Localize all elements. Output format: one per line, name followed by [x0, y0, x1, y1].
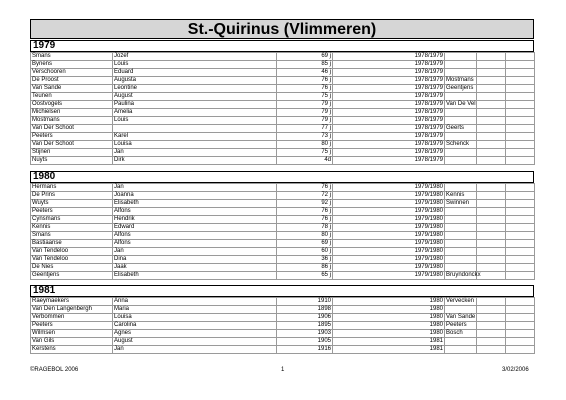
- table-row: [31, 101, 535, 109]
- note-cell: [445, 346, 477, 354]
- age-cell: 77 j: [277, 125, 333, 133]
- surname-cell: Van Sande: [31, 85, 113, 93]
- age-cell: 79 j: [277, 117, 333, 125]
- firstname-cell: August: [113, 93, 277, 101]
- age-cell: 85 j: [277, 61, 333, 69]
- empty-cell: [477, 141, 506, 149]
- age-cell: 78 j: [277, 224, 333, 232]
- empty-cell: [506, 298, 535, 306]
- note-cell: Geentjens: [445, 85, 477, 93]
- note-cell: [445, 149, 477, 157]
- empty-cell: [506, 85, 535, 93]
- note-cell: Swinnen: [445, 200, 477, 208]
- note-cell: [445, 224, 477, 232]
- age-cell: 60 j: [277, 248, 333, 256]
- note-cell: [445, 248, 477, 256]
- table-row: [31, 69, 535, 77]
- age-cell: 1910: [277, 298, 333, 306]
- surname-cell: Van Der Schoot: [31, 125, 113, 133]
- year-cell: 1980: [333, 306, 445, 314]
- empty-cell: [506, 125, 535, 133]
- firstname-cell: Louisa: [113, 141, 277, 149]
- age-cell: 76 j: [277, 184, 333, 192]
- note-cell: Mostmans: [445, 77, 477, 85]
- firstname-cell: Alfons: [113, 232, 277, 240]
- surname-cell: Verbommen: [31, 314, 113, 322]
- firstname-cell: Joanna: [113, 192, 277, 200]
- table-row: [31, 85, 535, 93]
- surname-cell: De Proost: [31, 77, 113, 85]
- empty-cell: [506, 109, 535, 117]
- firstname-cell: Jaak: [113, 264, 277, 272]
- firstname-cell: Louis: [113, 61, 277, 69]
- empty-cell: [477, 101, 506, 109]
- surname-cell: Verschooren: [31, 69, 113, 77]
- empty-cell: [506, 77, 535, 85]
- firstname-cell: Amelia: [113, 109, 277, 117]
- empty-cell: [506, 101, 535, 109]
- age-cell: 86 j: [277, 264, 333, 272]
- note-cell: [445, 256, 477, 264]
- table-row: [31, 133, 535, 141]
- table-row: [31, 125, 535, 133]
- empty-cell: [506, 272, 535, 280]
- empty-cell: [477, 125, 506, 133]
- table-row: [31, 346, 535, 354]
- empty-cell: [506, 93, 535, 101]
- age-cell: 4d: [277, 157, 333, 165]
- empty-cell: [506, 133, 535, 141]
- empty-cell: [506, 224, 535, 232]
- firstname-cell: Jozef: [113, 53, 277, 61]
- year-cell: 1978/1979: [333, 53, 445, 61]
- table-row: [31, 232, 535, 240]
- surname-cell: Michielsen: [31, 109, 113, 117]
- year-cell: 1979/1980: [333, 264, 445, 272]
- age-cell: 92 j: [277, 200, 333, 208]
- surname-cell: Peeters: [31, 208, 113, 216]
- age-cell: 69 j: [277, 53, 333, 61]
- empty-cell: [506, 306, 535, 314]
- empty-cell: [477, 184, 506, 192]
- empty-cell: [506, 346, 535, 354]
- table-row: [31, 306, 535, 314]
- age-cell: 46 j: [277, 69, 333, 77]
- firstname-cell: Karel: [113, 133, 277, 141]
- firstname-cell: Eduard: [113, 69, 277, 77]
- firstname-cell: Paulina: [113, 101, 277, 109]
- note-cell: [445, 53, 477, 61]
- age-cell: 65 j: [277, 272, 333, 280]
- year-cell: 1978/1979: [333, 77, 445, 85]
- year-cell: 1979/1980: [333, 232, 445, 240]
- note-cell: [445, 61, 477, 69]
- age-cell: 76 j: [277, 216, 333, 224]
- empty-cell: [506, 61, 535, 69]
- empty-cell: [477, 192, 506, 200]
- note-cell: Bruyndonckx: [446, 272, 481, 278]
- table-row: [31, 149, 535, 157]
- empty-cell: [506, 264, 535, 272]
- empty-cell: [506, 53, 535, 61]
- table-row: [31, 330, 535, 338]
- firstname-cell: Agnes: [113, 330, 277, 338]
- note-cell: Van Sande: [446, 314, 476, 320]
- table-row: [31, 208, 535, 216]
- surname-cell: Van Den Langenbergh: [31, 306, 113, 314]
- empty-cell: [477, 306, 506, 314]
- year-cell: 1979/1980: [333, 200, 445, 208]
- empty-cell: [506, 338, 535, 346]
- year-cell: 1979/1980: [333, 224, 445, 232]
- surname-cell: Bynens: [31, 61, 113, 69]
- empty-cell: [506, 208, 535, 216]
- surname-cell: Smans: [31, 232, 113, 240]
- firstname-cell: Anna: [113, 298, 277, 306]
- firstname-cell: Dirk: [113, 157, 277, 165]
- age-cell: 79 j: [277, 109, 333, 117]
- empty-cell: [477, 208, 506, 216]
- empty-cell: [477, 53, 506, 61]
- note-cell: [445, 240, 477, 248]
- firstname-cell: August: [113, 338, 277, 346]
- age-cell: 76 j: [277, 85, 333, 93]
- note-cell: Bosch: [445, 330, 477, 338]
- empty-cell: [477, 240, 506, 248]
- empty-cell: [506, 240, 535, 248]
- note-cell: [445, 157, 477, 165]
- age-cell: 80 j: [277, 141, 333, 149]
- empty-cell: [477, 256, 506, 264]
- empty-cell: [477, 200, 506, 208]
- empty-cell: [477, 346, 506, 354]
- empty-cell: [477, 224, 506, 232]
- age-cell: 75 j: [277, 93, 333, 101]
- age-cell: 1903: [277, 330, 333, 338]
- empty-cell: [506, 141, 535, 149]
- footer-copyright: ©RAGEBOL 2006: [30, 367, 79, 373]
- empty-cell: [477, 232, 506, 240]
- age-cell: 69 j: [277, 240, 333, 248]
- age-cell: 1898: [277, 306, 333, 314]
- firstname-cell: Maria: [113, 306, 277, 314]
- table-row: [31, 53, 535, 61]
- table-row: [31, 240, 535, 248]
- note-cell: [445, 264, 477, 272]
- note-cell: [445, 93, 477, 101]
- age-cell: 1906: [277, 314, 333, 322]
- empty-cell: [506, 314, 535, 322]
- year-cell: 1979/1980: [333, 184, 445, 192]
- empty-cell: [506, 256, 535, 264]
- year-cell: 1979/1980: [333, 248, 445, 256]
- table-row: [31, 77, 535, 85]
- age-cell: 1916: [277, 346, 333, 354]
- surname-cell: Van Tendeloo: [31, 248, 113, 256]
- empty-cell: [506, 157, 535, 165]
- surname-cell: Peeters: [31, 322, 113, 330]
- surname-cell: De Prins: [31, 192, 113, 200]
- surname-cell: Wilmsen: [31, 330, 113, 338]
- table-row: [31, 200, 535, 208]
- note-cell: [445, 184, 477, 192]
- surname-cell: Bastiaanse: [31, 240, 113, 248]
- surname-cell: Peeters: [31, 133, 113, 141]
- empty-cell: [477, 149, 506, 157]
- empty-cell: [506, 149, 535, 157]
- age-cell: 76 j: [277, 77, 333, 85]
- surname-cell: Cynsmans: [31, 216, 113, 224]
- year-cell: 1980: [333, 322, 445, 330]
- empty-cell: [477, 314, 506, 322]
- surname-cell: Wuyts: [31, 200, 113, 208]
- table-row: [31, 117, 535, 125]
- table-row: [31, 322, 535, 330]
- year-cell: 1980: [333, 298, 445, 306]
- firstname-cell: Jan: [113, 248, 277, 256]
- table-row: [31, 192, 535, 200]
- note-cell: [445, 208, 477, 216]
- firstname-cell: Jan: [113, 346, 277, 354]
- empty-cell: [477, 272, 506, 280]
- year-cell: 1981: [333, 346, 445, 354]
- table-row: [31, 272, 535, 280]
- surname-cell: Smans: [31, 53, 113, 61]
- age-cell: 1905: [277, 338, 333, 346]
- footer-date: 3/02/2006: [502, 367, 529, 373]
- year-cell: 1981: [333, 338, 445, 346]
- age-cell: 80 j: [277, 232, 333, 240]
- table-row: [31, 109, 535, 117]
- surname-cell: Nuyts: [31, 157, 113, 165]
- surname-cell: Geentjens: [31, 272, 113, 280]
- year-cell: 1979/1980: [333, 240, 445, 248]
- note-cell: [445, 216, 477, 224]
- year-cell: 1979/1980: [333, 208, 445, 216]
- firstname-cell: Elisabeth: [113, 272, 277, 280]
- firstname-cell: Jan: [113, 149, 277, 157]
- age-cell: 36 j: [277, 256, 333, 264]
- age-cell: 76 j: [277, 208, 333, 216]
- surname-cell: Van Der Schoot: [31, 141, 113, 149]
- empty-cell: [506, 248, 535, 256]
- surname-cell: De Nies: [31, 264, 113, 272]
- empty-cell: [477, 248, 506, 256]
- firstname-cell: Alfons: [113, 240, 277, 248]
- surname-cell: Stijnen: [31, 149, 113, 157]
- table-row: [31, 314, 535, 322]
- age-cell: 79 j: [277, 101, 333, 109]
- surname-cell: Kennis: [31, 224, 113, 232]
- table-row: [31, 157, 535, 165]
- empty-cell: [477, 109, 506, 117]
- firstname-cell: Alfons: [113, 208, 277, 216]
- firstname-cell: [113, 125, 277, 133]
- record-table: [30, 297, 535, 354]
- year-cell: 1978/1979: [333, 149, 445, 157]
- empty-cell: [506, 192, 535, 200]
- firstname-cell: Louisa: [113, 314, 277, 322]
- age-cell: 73 j: [277, 133, 333, 141]
- empty-cell: [477, 338, 506, 346]
- footer-page-number: 1: [281, 367, 285, 373]
- empty-cell: [506, 69, 535, 77]
- firstname-cell: Edward: [113, 224, 277, 232]
- empty-cell: [477, 93, 506, 101]
- empty-cell: [477, 77, 506, 85]
- table-row: [31, 224, 535, 232]
- section-year-heading: 1980: [30, 171, 534, 183]
- note-cell: [445, 109, 477, 117]
- table-row: [31, 338, 535, 346]
- year-cell: 1978/1979: [333, 125, 445, 133]
- note-cell: [445, 232, 477, 240]
- record-table: [30, 183, 535, 280]
- age-cell: 72 j: [277, 192, 333, 200]
- empty-cell: [506, 184, 535, 192]
- note-cell: Kennis: [445, 192, 477, 200]
- age-cell: 1895: [277, 322, 333, 330]
- table-row: [31, 216, 535, 224]
- firstname-cell: Elisabeth: [113, 200, 277, 208]
- note-cell: Schenck: [445, 141, 477, 149]
- firstname-cell: Jan: [113, 184, 277, 192]
- year-cell: 1979/1980: [333, 216, 445, 224]
- surname-cell: Oostvogels: [31, 101, 113, 109]
- empty-cell: [477, 216, 506, 224]
- firstname-cell: Augusta: [113, 77, 277, 85]
- empty-cell: [477, 69, 506, 77]
- year-cell: 1978/1979: [333, 133, 445, 141]
- empty-cell: [506, 232, 535, 240]
- empty-cell: [477, 264, 506, 272]
- empty-cell: [477, 157, 506, 165]
- firstname-cell: Dina: [113, 256, 277, 264]
- note-cell: Vervecken: [445, 298, 477, 306]
- year-cell: 1979/1980: [333, 192, 445, 200]
- table-row: [31, 256, 535, 264]
- empty-cell: [477, 298, 506, 306]
- empty-cell: [506, 330, 535, 338]
- empty-cell: [477, 85, 506, 93]
- empty-cell: [477, 330, 506, 338]
- table-row: [31, 298, 535, 306]
- table-row: [31, 93, 535, 101]
- table-row: [31, 248, 535, 256]
- empty-cell: [477, 61, 506, 69]
- note-cell: [445, 306, 477, 314]
- year-cell: 1978/1979: [333, 109, 445, 117]
- year-cell: 1978/1979: [333, 117, 445, 125]
- surname-cell: Kerstens: [31, 346, 113, 354]
- year-cell: 1978/1979: [333, 157, 445, 165]
- year-cell: 1978/1979: [333, 141, 445, 149]
- firstname-cell: Louis: [113, 117, 277, 125]
- year-cell: 1979/1980: [333, 272, 445, 280]
- table-row: [31, 264, 535, 272]
- page-title: St.-Quirinus (Vlimmeren): [30, 19, 534, 39]
- surname-cell: Teunen: [31, 93, 113, 101]
- empty-cell: [477, 322, 506, 330]
- empty-cell: [506, 322, 535, 330]
- year-cell: 1978/1979: [333, 85, 445, 93]
- year-cell: 1979/1980: [333, 256, 445, 264]
- surname-cell: Mostmans: [31, 117, 113, 125]
- record-table: [30, 52, 535, 165]
- firstname-cell: Leontine: [113, 85, 277, 93]
- surname-cell: Hermans: [31, 184, 113, 192]
- note-cell: [445, 338, 477, 346]
- note-cell: [445, 69, 477, 77]
- section-year-heading: 1979: [30, 40, 534, 52]
- surname-cell: Van Gils: [31, 338, 113, 346]
- year-cell: 1978/1979: [333, 101, 445, 109]
- year-cell: 1980: [333, 330, 445, 338]
- year-cell: 1980: [333, 314, 445, 322]
- note-cell: [445, 133, 477, 141]
- year-cell: 1978/1979: [333, 69, 445, 77]
- note-cell: Geerts: [445, 125, 477, 133]
- table-row: [31, 61, 535, 69]
- age-cell: 75 j: [277, 149, 333, 157]
- empty-cell: [506, 117, 535, 125]
- surname-cell: Van Tendeloo: [31, 256, 113, 264]
- empty-cell: [506, 200, 535, 208]
- surname-cell: Raeymaekers: [31, 298, 113, 306]
- empty-cell: [477, 133, 506, 141]
- year-cell: 1978/1979: [333, 61, 445, 69]
- note-cell: [445, 117, 477, 125]
- empty-cell: [506, 216, 535, 224]
- firstname-cell: Carolina: [113, 322, 277, 330]
- firstname-cell: Hendrik: [113, 216, 277, 224]
- table-row: [31, 141, 535, 149]
- table-row: [31, 184, 535, 192]
- section-year-heading: 1981: [30, 285, 534, 297]
- note-cell: Peeters: [445, 322, 477, 330]
- empty-cell: [477, 117, 506, 125]
- year-cell: 1978/1979: [333, 93, 445, 101]
- note-cell: Van De Vel: [446, 101, 476, 107]
